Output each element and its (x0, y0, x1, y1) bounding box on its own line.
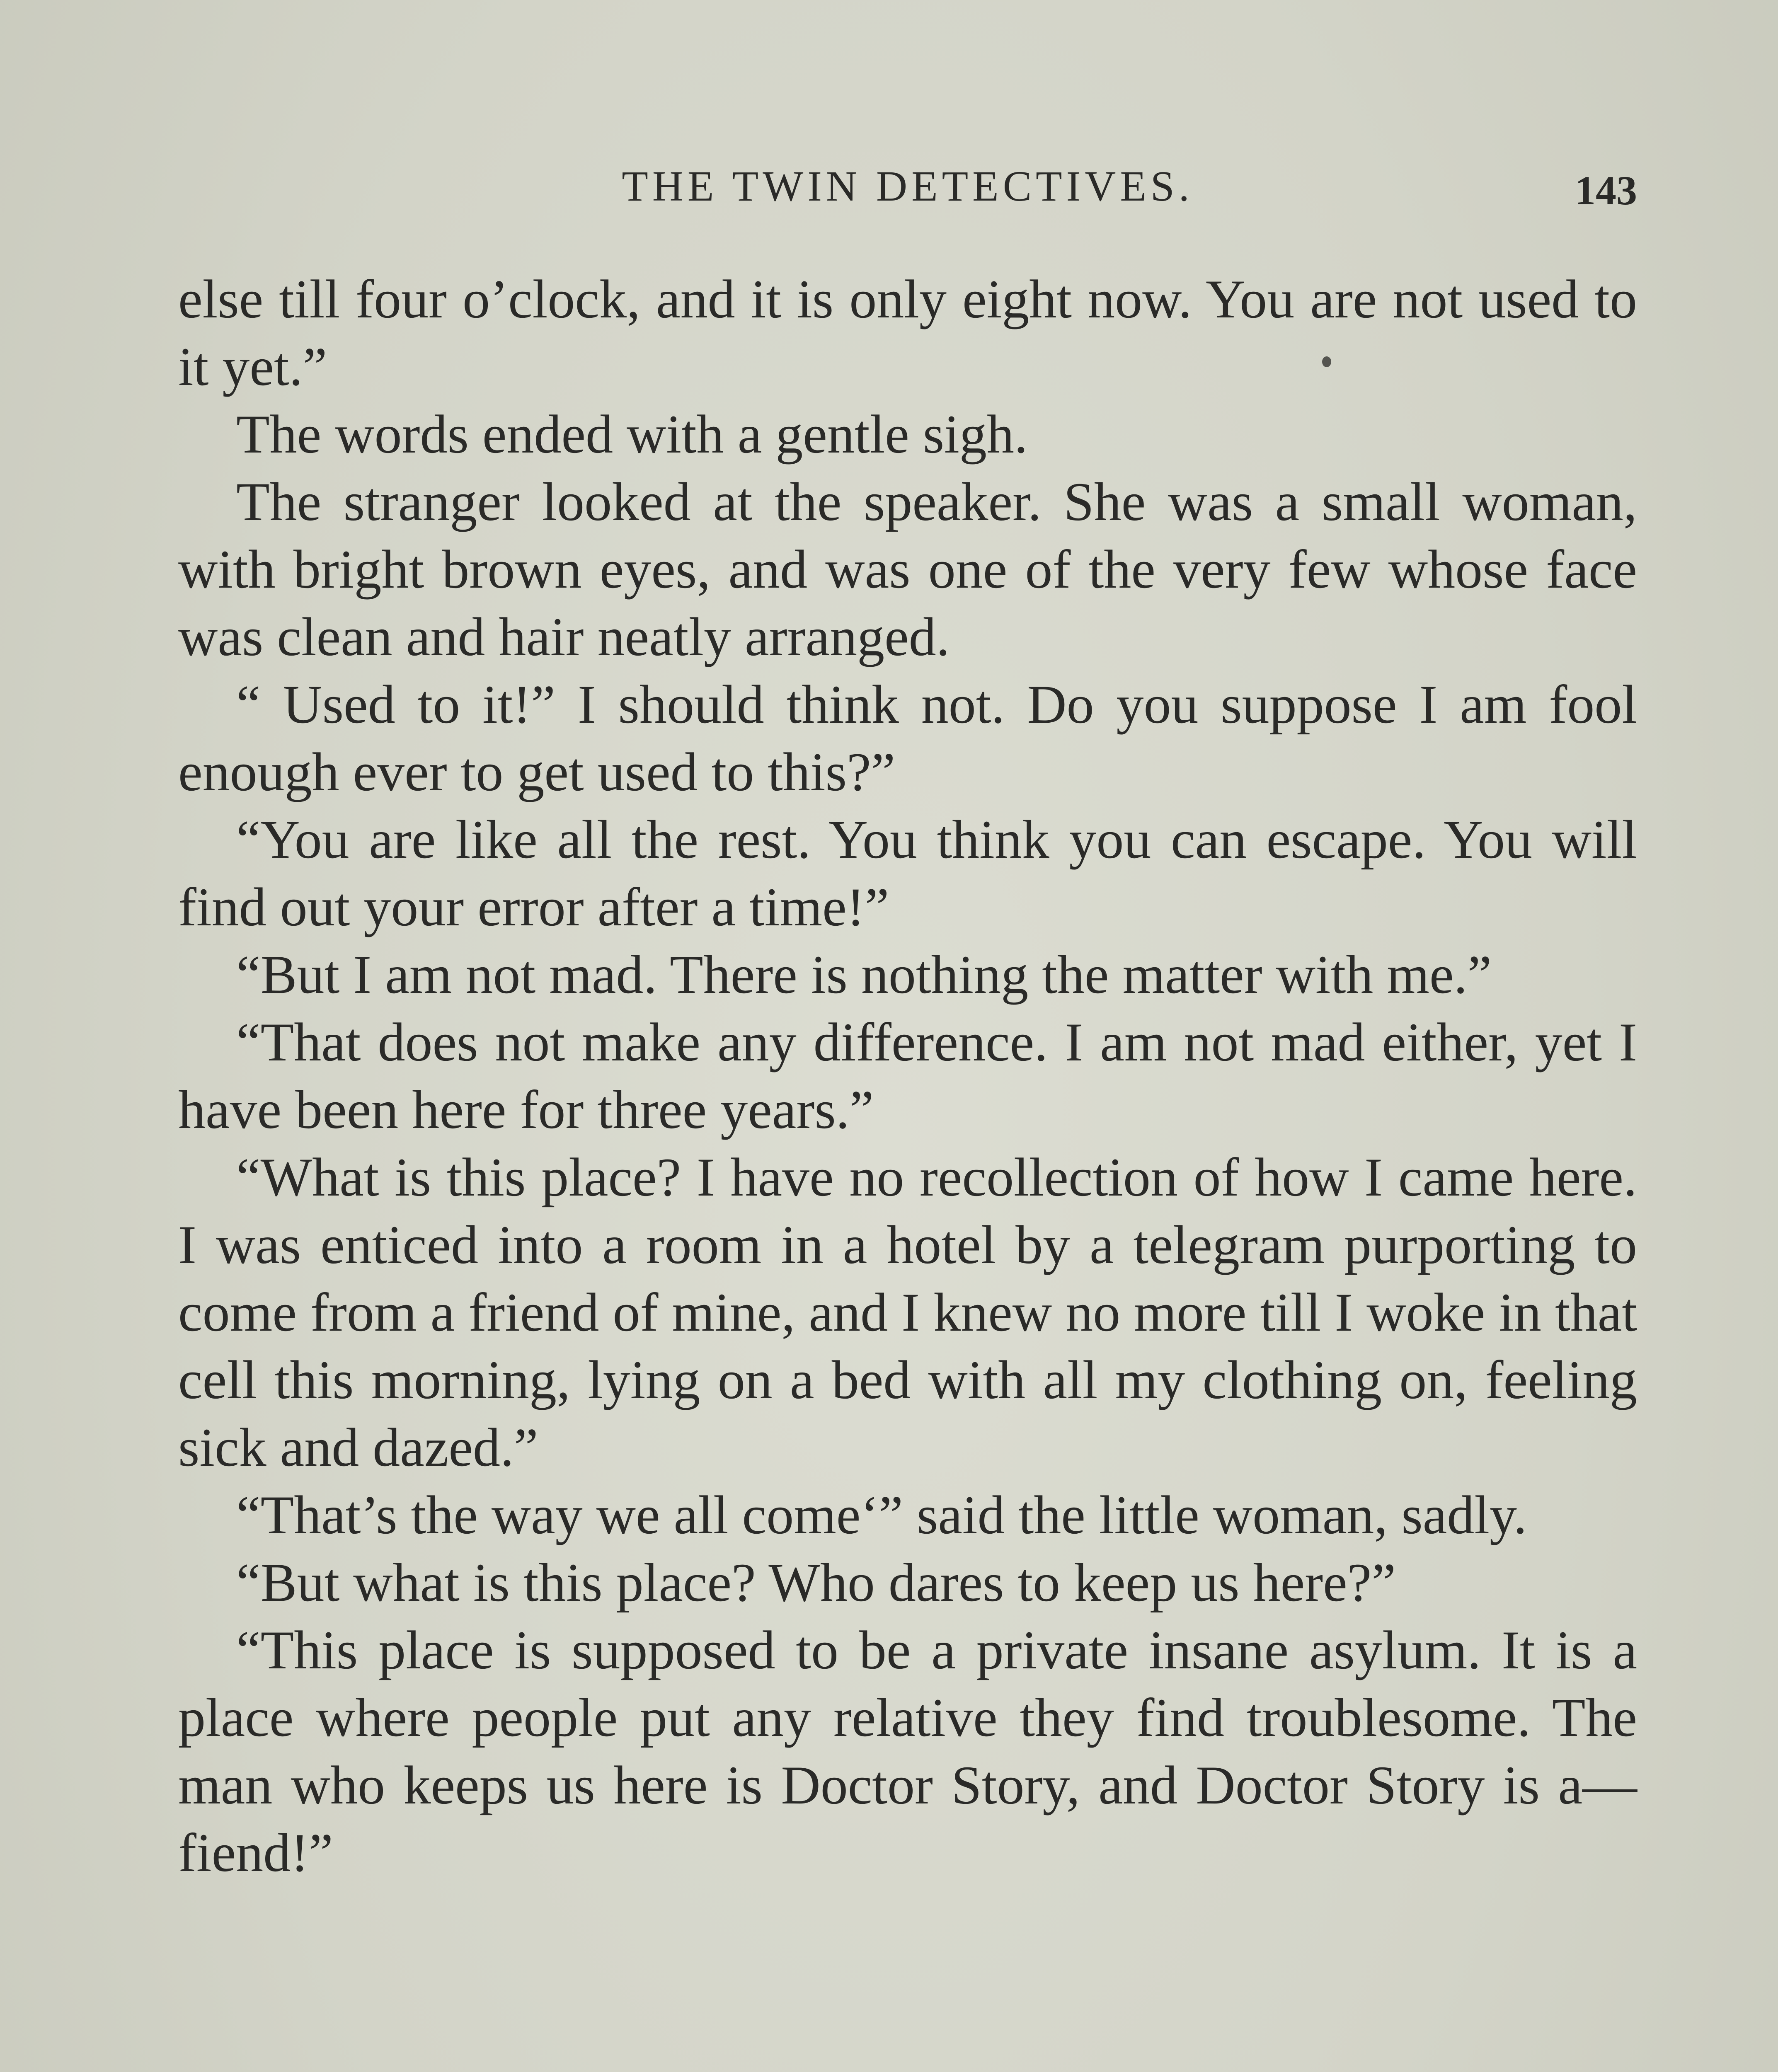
body-text (178, 265, 1637, 1886)
paragraph: else till four o’clock, and it is only eight now. You are not used to it yet.” (178, 269, 1637, 397)
paper-speck (1322, 356, 1331, 367)
paragraph: The words ended with a gentle sigh. (236, 404, 1028, 465)
paragraph: “You are like all the rest. You think you can escape. You will find out your error after a time!” (178, 809, 1637, 937)
paragraph: “This place is supposed to be a private insane asylum. It is a place where people put any relative they find troublesome. The man who keeps us here is Doctor Story, and Doctor Story is a—fiend!” (178, 1619, 1637, 1883)
paragraph: “That’s the way we all come‘” said the little woman, sadly. (236, 1484, 1527, 1545)
running-head (178, 162, 1637, 228)
page-number: 143 (1575, 167, 1637, 213)
paragraph: “ Used to it!” I should think not. Do you suppose I am fool enough ever to get used to this?” (178, 674, 1637, 802)
paragraph: “That does not make any difference. I am not mad either, yet I have been here for three years.” (178, 1012, 1637, 1140)
paragraph: “What is this place? I have no recollection of how I came here. I was enticed into a room in a hotel by a telegram purporting to come from a friend of mine, and I knew no more till I woke in that cell this morning, lying on a bed with all my clothing on, feeling sick and dazed.” (178, 1147, 1637, 1478)
running-title: THE TWIN DETECTIVES. (622, 162, 1194, 210)
paragraph: “But I am not mad. There is nothing the matter with me.” (236, 944, 1492, 1005)
paragraph: “But what is this place? Who dares to keep us here?” (236, 1552, 1396, 1613)
paragraph: The stranger looked at the speaker. She was a small woman, with bright brown eyes, and was one of the very few whose face was clean and hair neatly arranged. (178, 471, 1637, 667)
